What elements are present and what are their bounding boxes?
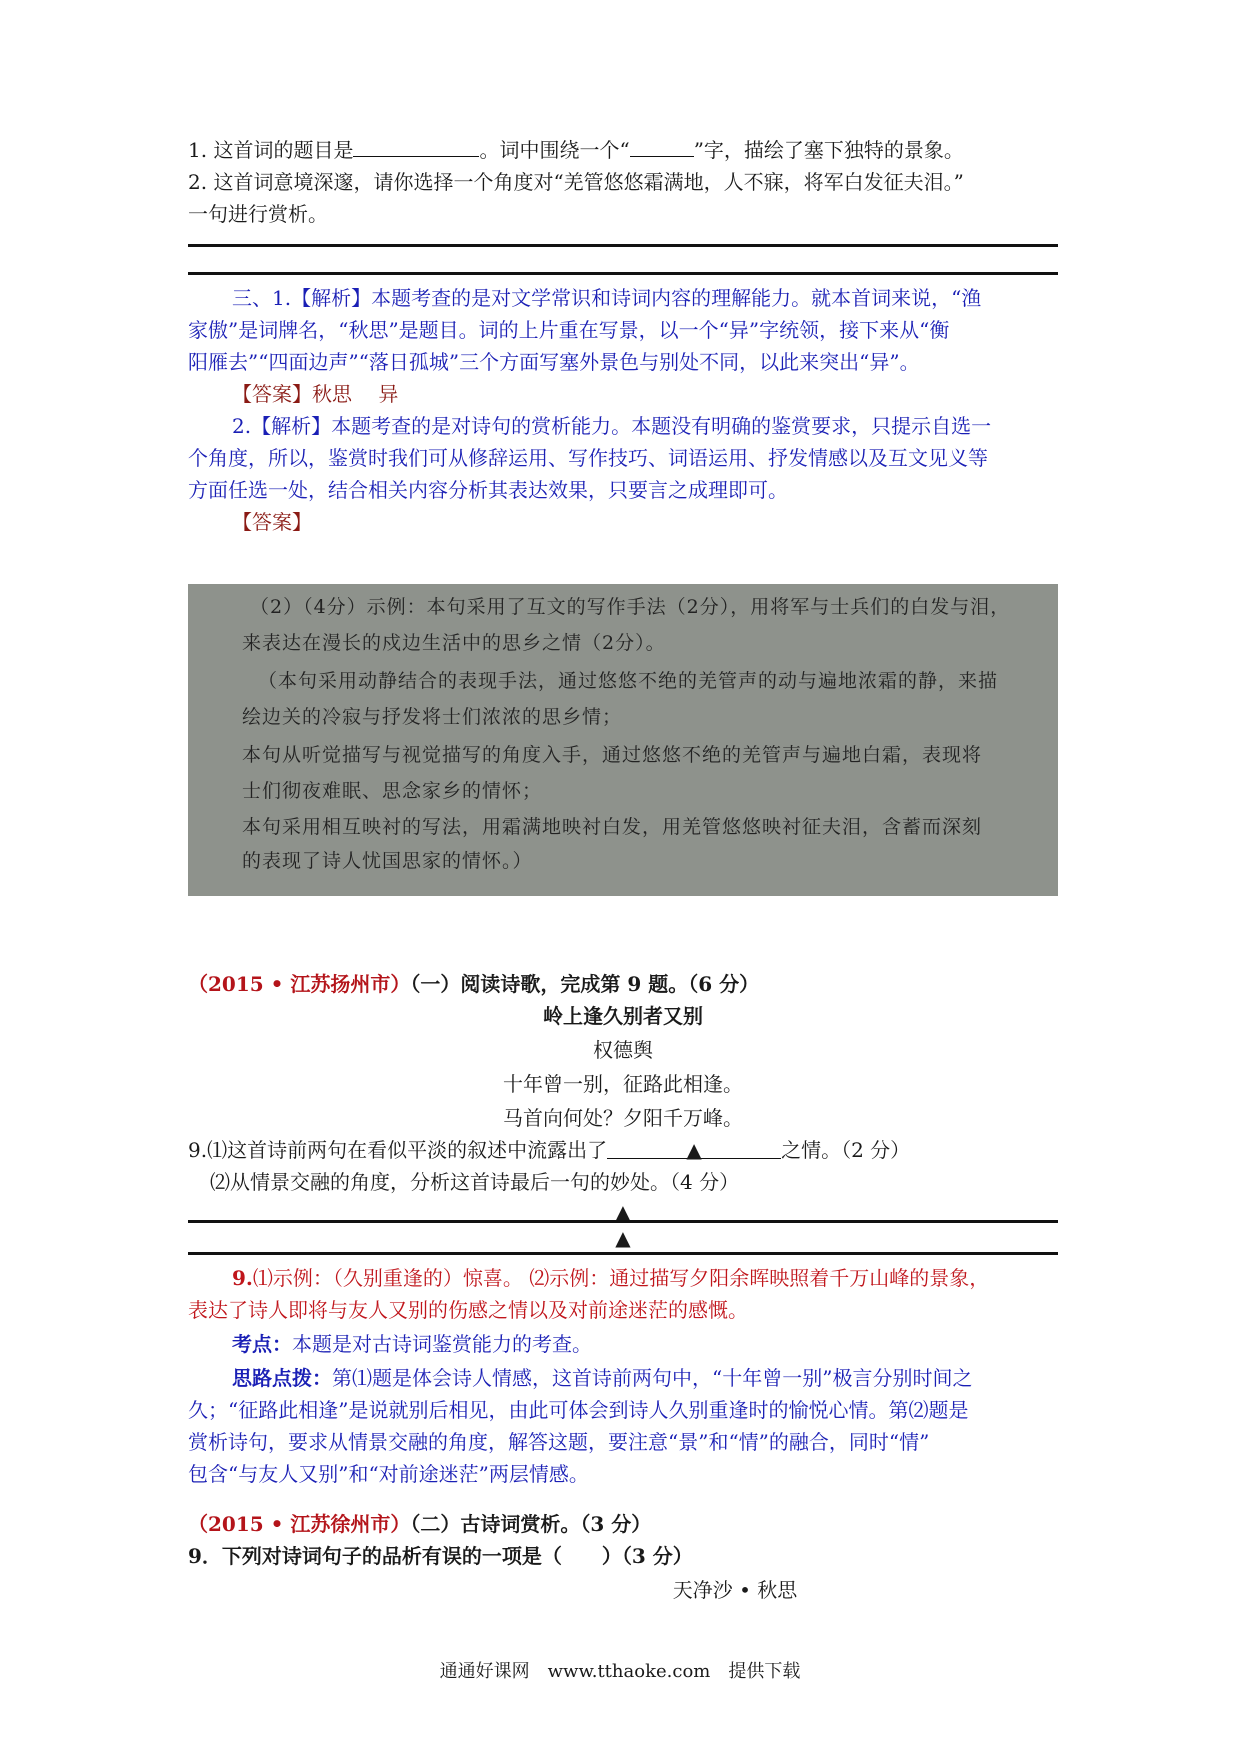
answer-1: 【答案】秋思 异: [232, 382, 399, 406]
question-1-text-a: 1. 这首词的题目是: [188, 138, 354, 162]
exam-source: （2015 • 江苏扬州市）: [188, 972, 411, 996]
scan-line: （2）（4分）示例：本句采用了互文的写作手法（2分），用将军与士兵们的白发与泪，: [250, 596, 1011, 618]
analysis-1-line2: 家傲”是词牌名，“秋思”是题目。词的上片重在写景，以一个“异”字统领，接下来从“衡: [188, 318, 950, 342]
poem-verse-2: 马首向何处？夕阳千万峰。: [503, 1106, 743, 1130]
hint-label: 思路点拨：: [232, 1366, 332, 1390]
exam-point-label: 考点：: [232, 1332, 292, 1356]
hint-text: 第⑴题是体会诗人情感，这首诗前两句中，“十年曾一别”极言分别时间之: [332, 1366, 973, 1390]
question-2-line2: 一句进行赏析。: [188, 202, 328, 226]
scan-line: 的表现了诗人忧国思家的情怀。）: [242, 850, 533, 872]
answer-9-line1: [232, 1262, 989, 1294]
question-9-part2: ⑵从情景交融的角度，分析这首诗最后一句的妙处。（4 分）: [210, 1170, 740, 1194]
scan-line: 本句采用相互映衬的写法，用霜满地映衬白发，用羌管悠悠映衬征夫泪，含蓄而深刻: [242, 816, 983, 838]
question-9-score: 之情。（2 分）: [781, 1138, 911, 1162]
poem-author: 权德舆: [593, 1038, 653, 1062]
placeholder-triangle-icon: ▲: [686, 1138, 702, 1162]
question-9-xuzhou: 9．下列对诗词句子的品析有误的一项是（ ）（3 分）: [188, 1544, 693, 1568]
answer-9-line2: 表达了诗人即将与友人又别的伤感之情以及对前途迷茫的感慨。: [188, 1298, 748, 1322]
poem-verse-1: 十年曾一别，征路此相逢。: [503, 1072, 743, 1096]
answer-2-label: 【答案】: [232, 510, 312, 534]
analysis-1-line3: 阳雁去”“四面边声”“落日孤城”三个方面写塞外景色与别处不同，以此来突出“异”。: [188, 350, 920, 374]
answer-blank-char: [630, 136, 694, 157]
question-9-part1: [188, 1134, 910, 1166]
question-1-text-b: 。词中围绕一个“: [479, 138, 630, 162]
placeholder-triangle-icon: ▲: [615, 1200, 631, 1224]
exam-point-text: 本题是对古诗词鉴赏能力的考查。: [292, 1332, 592, 1356]
scan-line: 绘边关的冷寂与抒发将士们浓浓的思乡情；: [242, 706, 623, 728]
question-2-line1: 2. 这首词意境深邃，请你选择一个角度对“羌管悠悠霜满地，人不寐，将军白发征夫泪。”: [188, 170, 964, 194]
section-heading-yangzhou: [188, 968, 759, 1000]
question-9-text: 9.⑴这首诗前两句在看似平淡的叙述中流露出了: [188, 1138, 608, 1162]
analysis-2-line2: 个角度，所以，鉴赏时我们可从修辞运用、写作技巧、词语运用、抒发情感以及互文见义等: [188, 446, 988, 470]
section-heading-xuzhou: [188, 1508, 651, 1540]
scanned-answer-image: [188, 584, 1058, 896]
poem-title: 岭上逢久别者又别: [543, 1004, 703, 1028]
section-heading-text: （二）古诗词赏析。（3 分）: [410, 1512, 652, 1536]
scan-line: 士们彻夜难眠、思念家乡的情怀；: [242, 780, 543, 802]
hint-line1: [232, 1362, 972, 1394]
analysis-2-line3: 方面任选一处，结合相关内容分析其表达效果，只要言之成理即可。: [188, 478, 788, 502]
answer-line-rule: [188, 272, 1058, 275]
answer-blank-emotion: [607, 1134, 781, 1162]
analysis-1-line1: 三、1.【解析】本题考查的是对文学常识和诗词内容的理解能力。就本首词来说，“渔: [232, 286, 982, 310]
poem-title-xuzhou: 天净沙 • 秋思: [672, 1578, 798, 1602]
scan-line: 本句从听觉描写与视觉描写的角度入手，通过悠悠不绝的羌管声与遍地白霜，表现将: [242, 744, 983, 766]
exam-point: [232, 1328, 592, 1360]
exam-source: （2015 • 江苏徐州市）: [188, 1512, 411, 1536]
answer-line-rule: [188, 1252, 1058, 1255]
page-footer: 通通好课网 www.tthaoke.com 提供下载: [439, 1661, 801, 1682]
hint-line4: 包含“与友人又别”和“对前途迷茫”两层情感。: [188, 1462, 589, 1486]
scan-line: 来表达在漫长的戍边生活中的思乡之情（2分）。: [242, 632, 666, 654]
question-1: [188, 134, 964, 166]
hint-line2: 久；“征路此相逢”是说就别后相见，由此可体会到诗人久别重逢时的愉悦心情。第⑵题是: [188, 1398, 969, 1422]
placeholder-triangle-icon: ▲: [615, 1226, 631, 1250]
section-heading-text: （一）阅读诗歌，完成第 9 题。（6 分）: [410, 972, 760, 996]
scan-line: （本句采用动静结合的表现手法，通过悠悠不绝的羌管声的动与遍地浓霜的静，来描: [258, 670, 999, 692]
question-1-text-c: ”字，描绘了塞下独特的景象。: [693, 138, 964, 162]
hint-line3: 赏析诗句，要求从情景交融的角度，解答这题，要注意“景”和“情”的融合，同时“情”: [188, 1430, 930, 1454]
answer-blank-title: [353, 136, 479, 157]
answer-9-text: ⑴示例：（久别重逢的）惊喜。 ⑵示例：通过描写夕阳余晖映照着千万山峰的景象，: [252, 1266, 990, 1290]
answer-9-number: 9.: [232, 1266, 253, 1290]
answer-line-rule: [188, 244, 1058, 247]
analysis-2-line1: 2.【解析】本题考查的是对诗句的赏析能力。本题没有明确的鉴赏要求，只提示自选一: [232, 414, 992, 438]
